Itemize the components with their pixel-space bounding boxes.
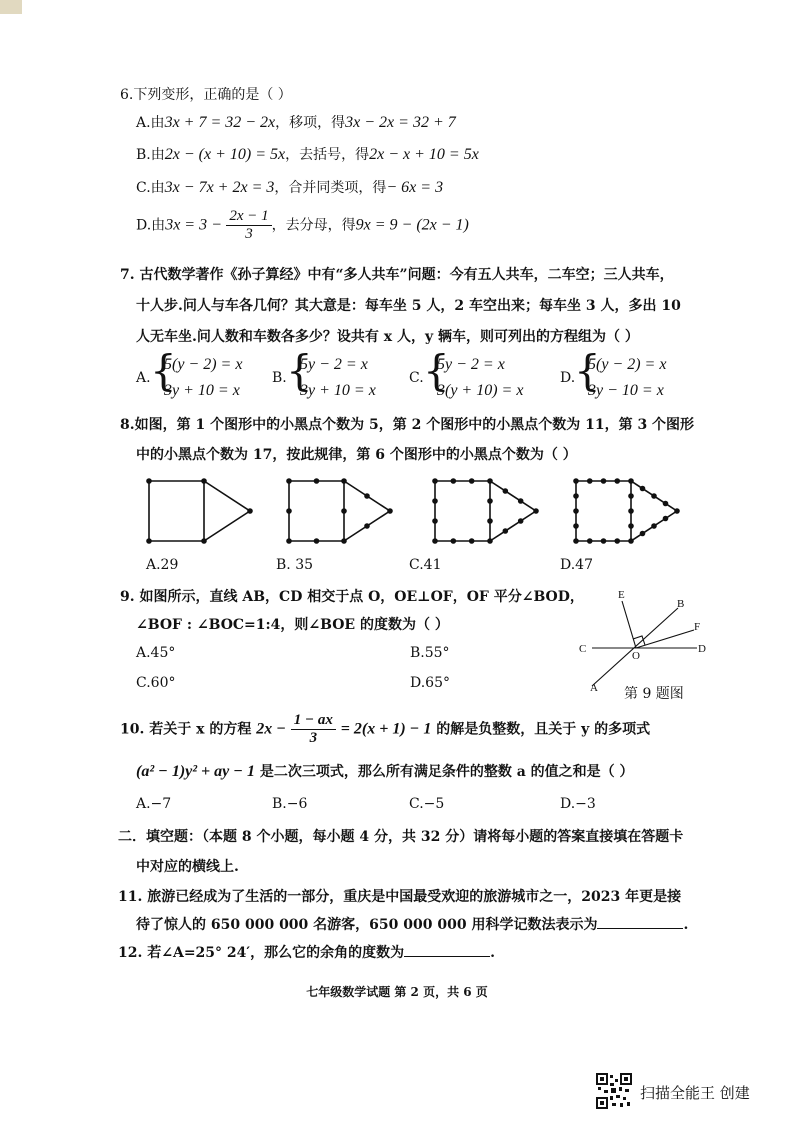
brace-glyph: { [423,346,450,395]
pattern-dot [341,508,347,514]
pattern-dot [286,538,292,544]
pattern-dot [628,478,634,484]
pattern-dot [573,493,579,499]
q8-line2: 中的小黑点个数为 17，按此规律，第 6 个图形中的小黑点个数为（ ） [136,447,577,463]
label-f: F [694,621,701,633]
pattern-dot [628,538,634,544]
section2-heading-line1: 二．填空题：（本题 8 个小题，每小题 4 分，共 32 分）请将每小题的答案直接填在答题卡 [118,829,684,845]
pattern-dot [587,538,593,544]
pattern-dot [201,478,207,484]
q6-option-c: C.由3x − 7x + 2x = 3，合并同类项，得− 6x = 3 [136,179,444,196]
pattern-dot [614,478,620,484]
pattern-dot [487,538,493,544]
pattern-dot [487,478,493,484]
pattern-dot [341,538,347,544]
pattern-dot [640,486,646,492]
pattern-dot [432,478,438,484]
q11-line1: 11. 旅游已经成为了生活的一部分，重庆是中国最受欢迎的旅游城市之一，2023 年更是接 [118,889,682,905]
pattern-dot [451,478,457,484]
ray-of [636,630,694,648]
pattern-dot [286,478,292,484]
pattern-dot [573,523,579,529]
q6-option-d: D.由3x = 3 − $\frac{2x - 1}{3}$ ，去分母，得9x = 9 − (2x − 1) [136,208,469,242]
q11-answer-blank[interactable] [597,916,683,929]
pattern-dot [146,478,152,484]
pattern-edge [204,481,250,511]
pattern-edge [204,511,250,541]
pattern-dot [573,508,579,514]
q10-line1: 10. 若关于 x 的方程 2x − $\frac{1 - ax}{3}$ = 2(x + 1) − 1 的解是负整数，且关于 y 的多项式 [120,712,651,746]
q12-line: 12. 若∠A=25° 24′，那么它的余角的度数为 . [118,945,495,961]
pattern-dot [432,538,438,544]
q9-figure-caption: 第 9 题图 [624,686,684,702]
ray-oe [622,601,636,648]
q7-line3: 人无车坐.问人数和车数各多少？设共有 x 人，y 辆车，则可列出的方程组为（ ） [136,329,639,345]
brace-glyph: { [286,346,313,395]
q6-option-b: B.由2x − (x + 10) = 5x，去括号，得2x − x + 10 = 5x [136,146,479,163]
q9-line1: 9. 如图所示，直线 AB，CD 相交于点 O，OE⊥OF，OF 平分∠BOD， [120,589,584,605]
pattern-dot [573,538,579,544]
q9-line2: ∠BOF : ∠BOC=1:4，则∠BOE 的度数为（ ） [136,617,449,633]
pattern-dot [587,478,593,484]
dot-pattern-group [146,478,680,544]
q7-option-c-label: C. [409,370,424,386]
q7-line1: 7. 古代数学著作《孙子算经》中有“多人共车”问题：今有五人共车，二车空；三人共车， [120,267,674,283]
pattern-dot [601,478,607,484]
brace-glyph: { [150,346,177,395]
q7-line2: 十人步.问人与车各几何？其大意是：每车坐 5 人，2 车空出来；每车坐 3 人，多出 10 [136,298,681,314]
pattern-dot [628,523,634,529]
brace-glyph: { [574,346,601,395]
label-c: C [579,643,587,655]
q8-option-c: C.41 [409,557,442,573]
q7-option-a-label: A. [136,370,151,386]
q8-option-a: A.29 [146,557,179,573]
q9-option-a: A.45° [136,645,176,661]
pattern-dot [432,498,438,504]
pattern-edge [490,481,536,511]
pattern-dot [651,493,657,499]
q7-option-b-label: B. [272,370,287,386]
pattern-dot [286,508,292,514]
pattern-dot [314,478,320,484]
label-a: A [590,682,598,694]
q8-option-d: D.47 [560,557,593,573]
q10-option-b: B.−6 [272,796,308,812]
pattern-dot [651,523,657,529]
pattern-dot [640,531,646,537]
pattern-dot [628,508,634,514]
q9-angle-figure [570,585,720,695]
q9-option-c: C.60° [136,675,176,691]
q8-option-b: B. 35 [276,557,314,573]
q6-d-fraction: $\frac{2x - 1}{3}$ [226,208,271,243]
pattern-dot [614,538,620,544]
pattern-dot [364,523,370,529]
pattern-dot [341,478,347,484]
pattern-dot [674,508,680,514]
label-d: D [698,643,706,655]
q9-option-d: D.65° [410,675,450,691]
q12-answer-blank[interactable] [404,944,490,957]
scanner-watermark-text: 扫描全能王 创建 [640,1084,750,1102]
q9-option-b: B.55° [410,645,450,661]
pattern-dot [573,478,579,484]
q6-option-a: A.由3x + 7 = 32 − 2x，移项，得3x − 2x = 32 + 7 [136,114,456,131]
pattern-dot [469,478,475,484]
pattern-dot [487,518,493,524]
pattern-dot [628,493,634,499]
line-ab [592,608,678,686]
label-b: B [677,598,685,610]
pattern-dot [146,538,152,544]
pattern-dot [518,498,524,504]
pattern-dot [601,538,607,544]
q8-line1: 8.如图，第 1 个图形中的小黑点个数为 5，第 2 个图形中的小黑点个数为 11，第 3 个图形 [120,417,695,433]
pattern-dot [503,488,509,494]
q10-option-c: C.−5 [409,796,445,812]
pattern-dot [663,516,669,522]
q10-option-a: A.−7 [136,796,172,812]
q11-line2: 待了惊人的 650 000 000 名游客，650 000 000 用科学记数法表示为 . [136,917,689,933]
q6-stem: 6.下列变形，正确的是（ ） [120,87,292,103]
pattern-dot [432,518,438,524]
q10-line2: (a² − 1)y² + ay − 1 是二次三项式，那么所有满足条件的整数 a 的值之和是（ ） [136,763,634,780]
pattern-dot [201,538,207,544]
pattern-dot [451,538,457,544]
pattern-dot [364,493,370,499]
label-e: E [618,589,625,601]
pattern-dot [247,508,253,514]
pattern-edge [490,511,536,541]
pattern-dot [663,501,669,507]
pattern-dot [387,508,393,514]
pattern-dot [469,538,475,544]
q10-fraction: $\frac{1 - ax}{3}$ [291,712,336,747]
label-o: O [632,650,640,662]
q10-option-d: D.−3 [560,796,596,812]
qr-code-icon [596,1073,632,1109]
pattern-dot [518,518,524,524]
section2-heading-line2: 中对应的横线上. [136,859,239,875]
pattern-dot [503,528,509,534]
page-footer: 七年级数学试题 第 2 页，共 6 页 [306,985,488,999]
pattern-dot [487,498,493,504]
q7-option-d-label: D. [560,370,576,386]
pattern-dot [533,508,539,514]
pattern-dot [314,538,320,544]
